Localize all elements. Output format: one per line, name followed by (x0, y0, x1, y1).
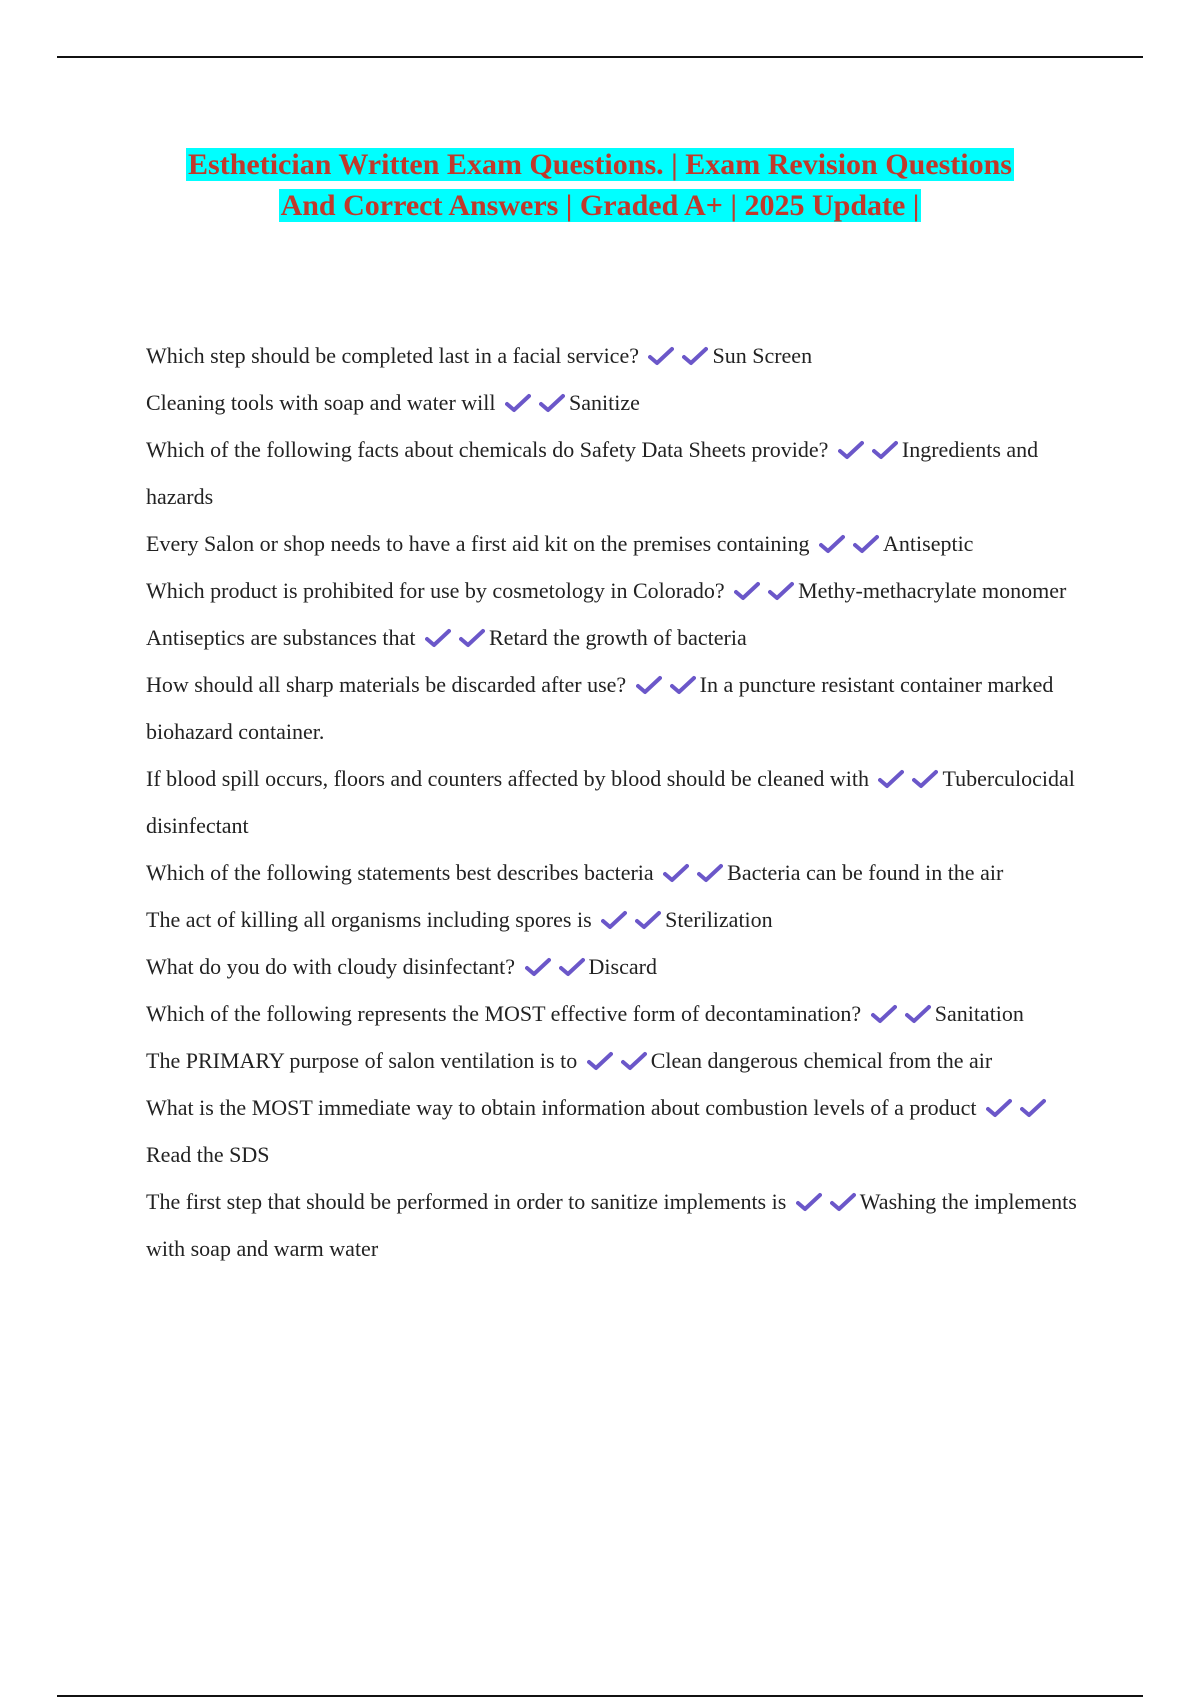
checkmark-icon (539, 393, 565, 413)
title-line-2: And Correct Answers | Graded A+ | 2025 Update | (280, 189, 920, 222)
qa-item (146, 990, 1086, 1037)
qa-item (146, 1084, 1086, 1178)
bottom-rule (57, 1695, 1143, 1697)
checkmark-icon (425, 628, 451, 648)
answer-text: Bacteria can be found in the air (727, 860, 1004, 885)
qa-item (146, 520, 1086, 567)
answer-text: Tuberculocidal disinfectant (146, 766, 1075, 838)
question-text: Which step should be completed last in a facial service? (146, 343, 639, 368)
answer-text: Methy-methacrylate monomer (798, 578, 1067, 603)
answer-text: Sun Screen (712, 343, 813, 368)
answer-text: Sanitize (569, 390, 640, 415)
checkmark-icon (663, 863, 689, 883)
question-text: The act of killing all organisms including spores is (146, 907, 592, 932)
answer-text: Sterilization (665, 907, 773, 932)
qa-item (146, 661, 1086, 755)
checkmark-icon (636, 675, 662, 695)
document-title (60, 144, 1140, 226)
qa-item (146, 1037, 1086, 1084)
qa-item (146, 379, 1086, 426)
checkmark-icon (459, 628, 485, 648)
checkmark-icon (871, 1004, 897, 1024)
question-text: Which product is prohibited for use by cosmetology in Colorado? (146, 578, 725, 603)
answer-text: Antiseptic (883, 531, 974, 556)
question-text: Every Salon or shop needs to have a first aid kit on the premises containing (146, 531, 810, 556)
checkmark-icon (838, 440, 864, 460)
checkmark-icon (505, 393, 531, 413)
checkmark-icon (621, 1051, 647, 1071)
question-text: Which of the following represents the MOST effective form of decontamination? (146, 1001, 862, 1026)
checkmark-icon (648, 346, 674, 366)
qa-item (146, 1178, 1086, 1272)
question-text: Cleaning tools with soap and water will (146, 390, 496, 415)
checkmark-icon (872, 440, 898, 460)
checkmark-icon (682, 346, 708, 366)
checkmark-icon (635, 910, 661, 930)
qa-item (146, 755, 1086, 849)
checkmark-icon (853, 534, 879, 554)
qa-item (146, 332, 1086, 379)
checkmark-icon (878, 769, 904, 789)
answer-text: Clean dangerous chemical from the air (650, 1048, 993, 1073)
title-line-1: Esthetician Written Exam Questions. | Exam Revision Questions (188, 148, 1012, 181)
checkmark-icon (734, 581, 760, 601)
answer-text: Washing the implements with soap and warm water (146, 1189, 1077, 1261)
checkmark-icon (670, 675, 696, 695)
qa-item (146, 896, 1086, 943)
question-text: If blood spill occurs, floors and counters affected by blood should be cleaned with (146, 766, 869, 791)
checkmark-icon (1020, 1098, 1046, 1118)
question-text: Which of the following facts about chemicals do Safety Data Sheets provide? (146, 437, 829, 462)
answer-text: Sanitation (934, 1001, 1024, 1026)
checkmark-icon (912, 769, 938, 789)
question-text: Antiseptics are substances that (146, 625, 416, 650)
checkmark-icon (697, 863, 723, 883)
answer-text: Ingredients and hazards (146, 437, 1039, 509)
question-text: What is the MOST immediate way to obtain information about combustion levels of a product (146, 1095, 977, 1120)
checkmark-icon (819, 534, 845, 554)
checkmark-icon (559, 957, 585, 977)
question-text: The first step that should be performed in order to sanitize implements is (146, 1189, 787, 1214)
qa-list (146, 332, 1086, 1272)
question-text: How should all sharp materials be discarded after use? (146, 672, 627, 697)
answer-text: Retard the growth of bacteria (488, 625, 747, 650)
answer-text: Discard (588, 954, 657, 979)
question-text: What do you do with cloudy disinfectant? (146, 954, 516, 979)
qa-item (146, 567, 1086, 614)
checkmark-icon (830, 1192, 856, 1212)
checkmark-icon (601, 910, 627, 930)
checkmark-icon (525, 957, 551, 977)
qa-item (146, 849, 1086, 896)
top-rule (57, 56, 1143, 58)
checkmark-icon (587, 1051, 613, 1071)
checkmark-icon (905, 1004, 931, 1024)
answer-text: Read the SDS (146, 1142, 270, 1167)
qa-item (146, 943, 1086, 990)
question-text: Which of the following statements best describes bacteria (146, 860, 654, 885)
checkmark-icon (796, 1192, 822, 1212)
qa-item (146, 426, 1086, 520)
question-text: The PRIMARY purpose of salon ventilation is to (146, 1048, 578, 1073)
qa-item (146, 614, 1086, 661)
checkmark-icon (768, 581, 794, 601)
answer-text: In a puncture resistant container marked biohazard container. (146, 672, 1054, 744)
checkmark-icon (986, 1098, 1012, 1118)
